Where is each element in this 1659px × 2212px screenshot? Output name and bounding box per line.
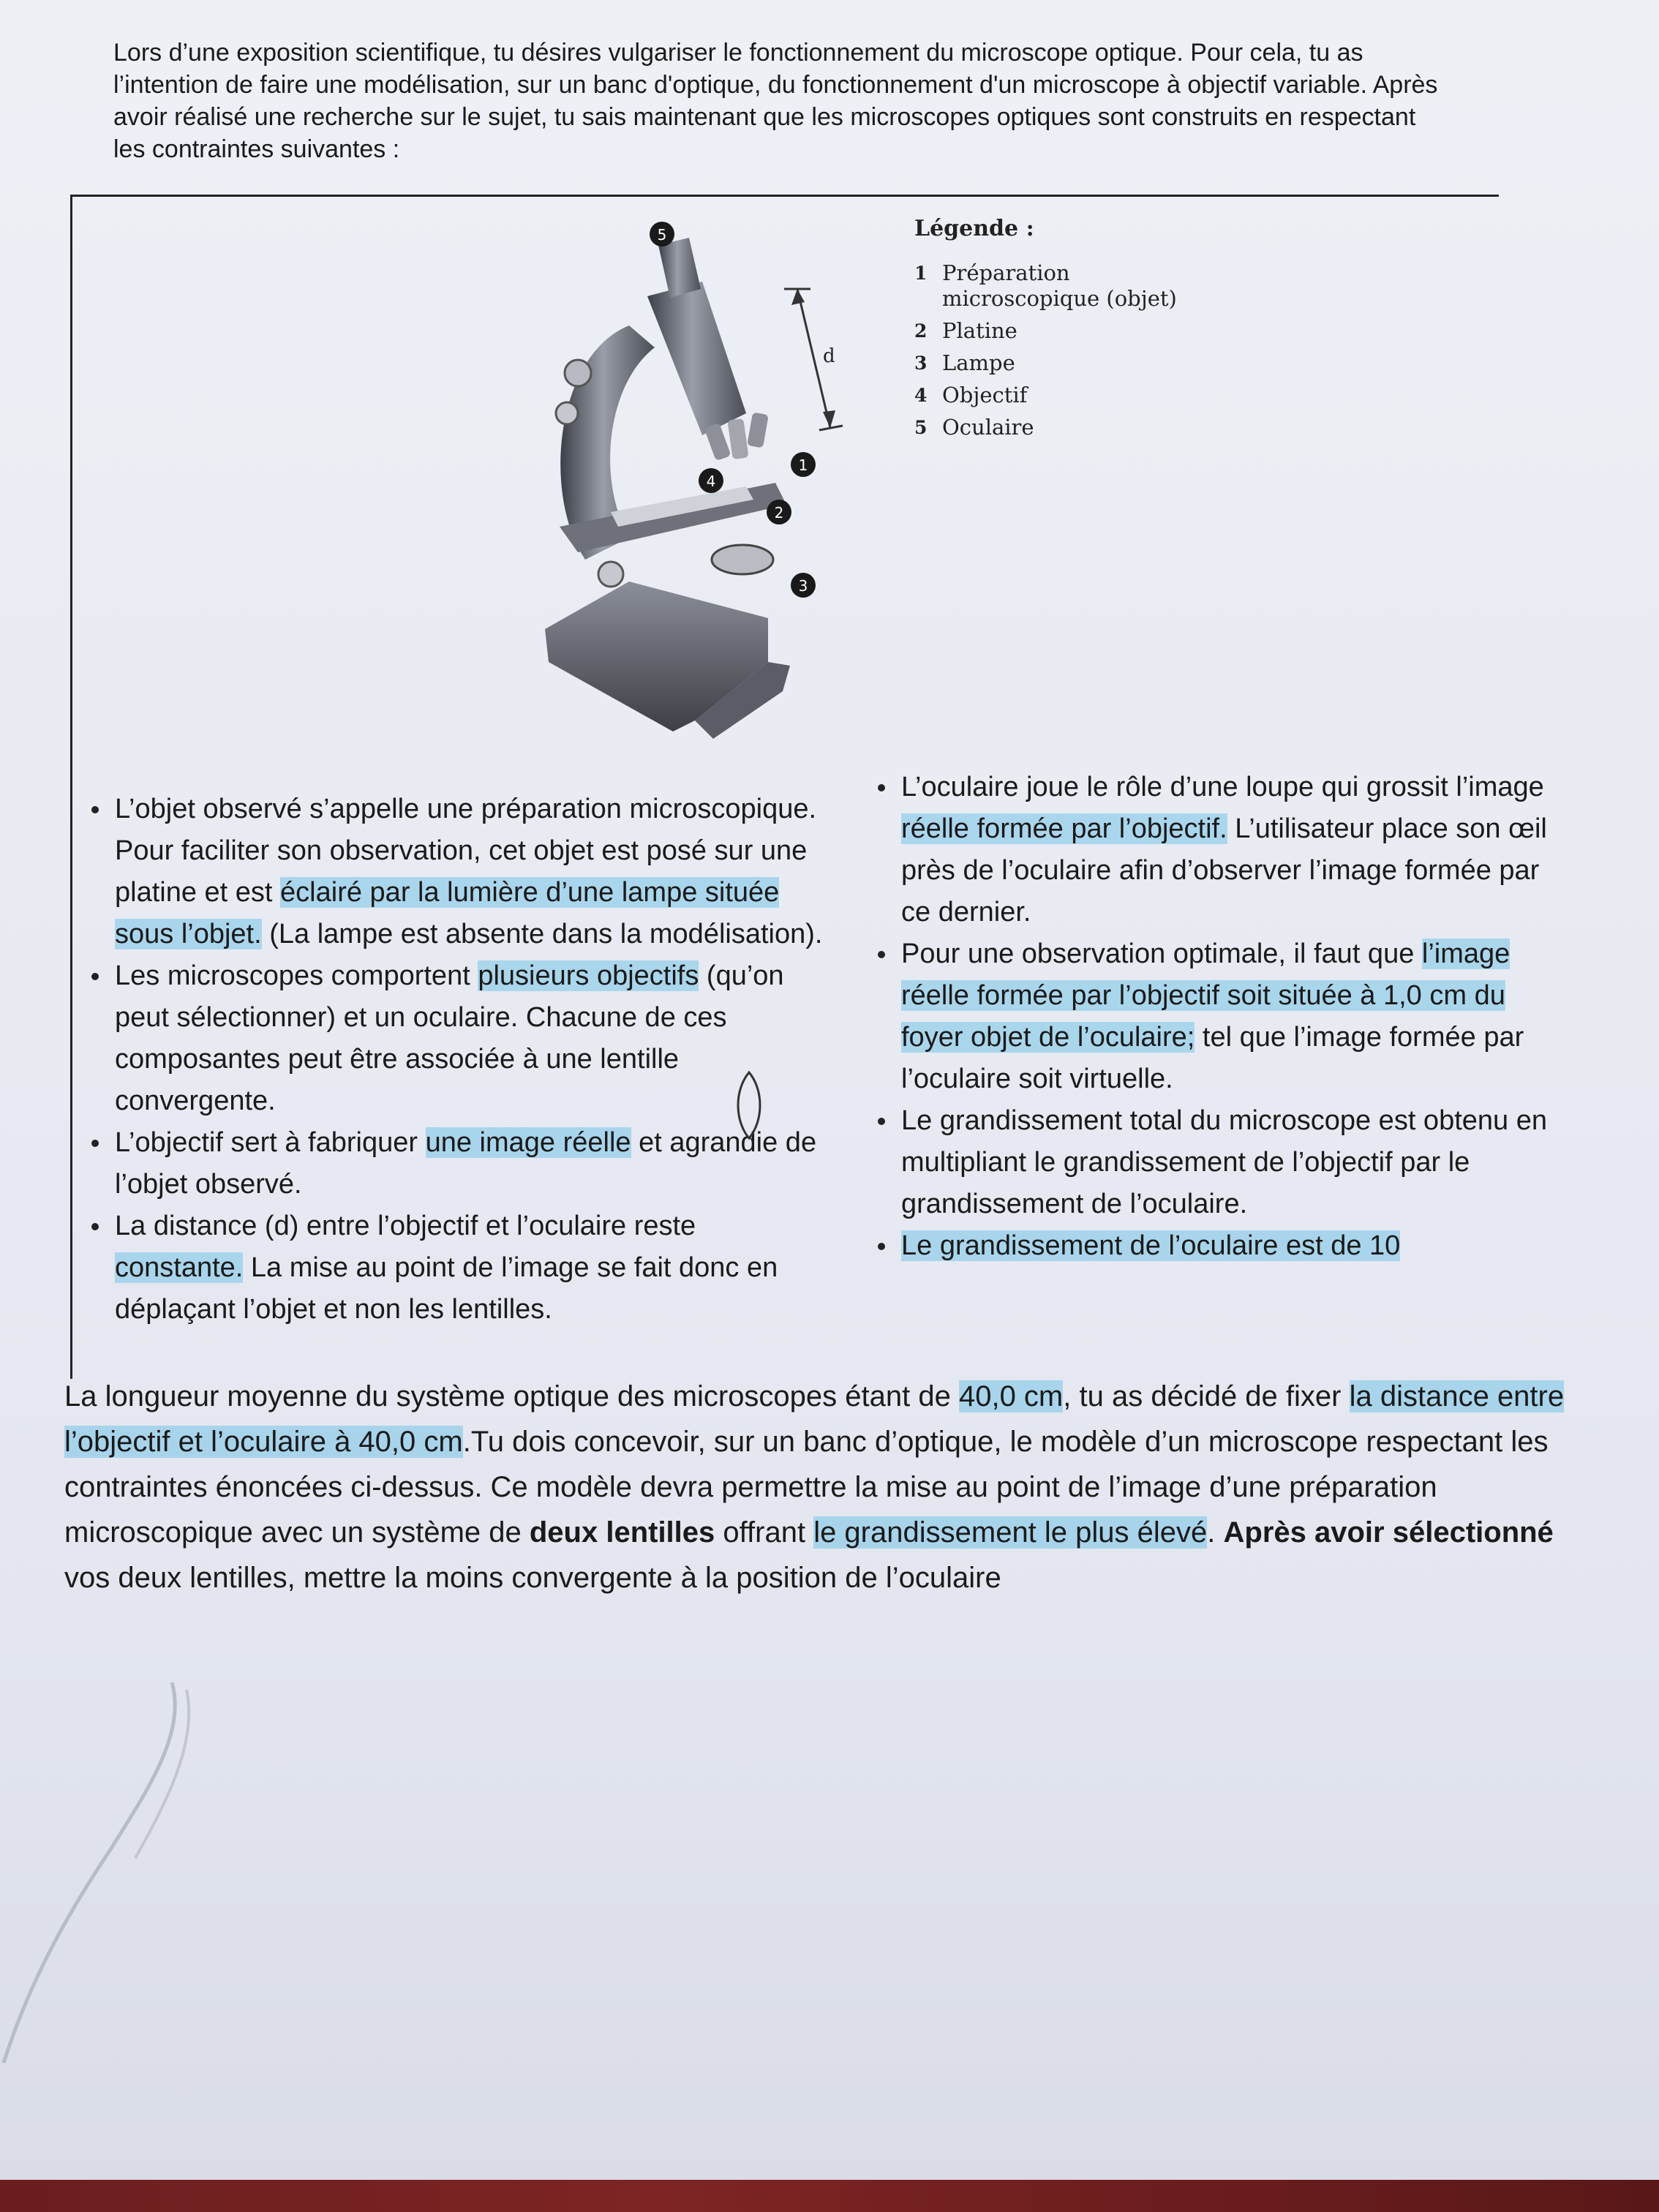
highlighted-text: plusieurs objectifs xyxy=(478,960,699,991)
svg-text:1: 1 xyxy=(798,456,808,474)
constraint-item: L’objet observé s’appelle une préparation microscopique. Pour faciliter son observation, cet objet est posé sur une platine et est éclairé par la lumière d’une lampe située sous l’objet. (La lampe est absente dans la modélisation). xyxy=(84,789,823,955)
highlighted-text: la distance entre l’objectif et l’oculaire à 40,0 cm xyxy=(64,1380,1565,1458)
highlighted-text: Le grandissement de l’oculaire est de 10 xyxy=(901,1230,1401,1261)
legend-label: Objectif xyxy=(942,383,1028,407)
marker-1 xyxy=(791,452,816,477)
highlighted-text: 40,0 cm xyxy=(958,1380,1064,1412)
microscope-lamp xyxy=(712,545,773,574)
distance-d-label: d xyxy=(823,345,835,367)
legend-item xyxy=(914,415,1192,440)
legend-item xyxy=(914,260,1192,312)
legend-item xyxy=(914,383,1192,408)
legend-number: 4 xyxy=(914,385,928,406)
highlighted-text: une image réelle xyxy=(425,1127,631,1158)
marker-3 xyxy=(791,573,816,598)
constraint-item: La distance (d) entre l’objectif et l’oculaire reste constante. La mise au point de l’image se fait donc en déplaçant l’objet et non les lentilles. xyxy=(84,1205,823,1331)
right-constraints-list xyxy=(870,767,1551,1267)
legend-number: 1 xyxy=(914,263,928,284)
bold-text: deux lentilles xyxy=(529,1516,715,1549)
left-constraints-list xyxy=(84,789,823,1331)
marker-4 xyxy=(699,468,723,493)
highlighted-text: le grandissement le plus élevé xyxy=(813,1516,1208,1549)
legend-number: 3 xyxy=(914,353,928,374)
legend-label: Platine xyxy=(942,318,1017,343)
svg-text:5: 5 xyxy=(657,226,667,244)
task-paragraph: La longueur moyenne du système optique des microscopes étant de 40,0 cm, tu as décidé de fixer la distance entre l’objectif et l’oculaire à 40,0 cm.Tu dois concevoir, sur un banc d’optique, le modèle d’un microscope respectant les contraintes énoncées ci-dessus. Ce modèle devra permettre la mise au point de l’image d’une préparation microscopique avec un système de deux lentilles offrant le grandissement le plus élevé. Après avoir sélectionné vos deux lentilles, mettre la moins convergente à la position de l’oculaire xyxy=(64,1380,1565,1594)
intro-paragraph: Lors d’une exposition scientifique, tu désires vulgariser le fonctionnement du microscope optique. Pour cela, tu as l’intention de faire une modélisation, sur un banc d'optique, du fonctionnement d'un microscope à objectif variable. Après avoir réalisé une recherche sur le sujet, tu sais maintenant que les microscopes optiques sont construits en respectant les contraintes suivantes : xyxy=(113,39,1438,163)
constraint-item: Les microscopes comportent plusieurs objectifs (qu’on peut sélectionner) et un oculaire. Chacune de ces composantes peut être associée à une lentille convergente. xyxy=(84,955,823,1122)
pencil-scribble xyxy=(0,1668,219,2077)
legend-number: 2 xyxy=(914,320,928,342)
constraint-item: Le grandissement total du microscope est obtenu en multipliant le grandissement de l’objectif par le grandissement de l’oculaire. xyxy=(870,1100,1551,1225)
bold-text: Après avoir sélectionné xyxy=(1223,1516,1554,1549)
marker-2 xyxy=(767,500,791,524)
constraint-item: L’objectif sert à fabriquer une image réelle et agrandie de l’objet observé. xyxy=(84,1122,823,1205)
highlighted-text: constante. xyxy=(115,1252,244,1283)
highlighted-text: réelle formée par l’objectif. xyxy=(901,813,1227,844)
figure-legend xyxy=(914,216,1192,447)
highlighted-text: éclairé par la lumière d’une lampe située sous l’objet. xyxy=(115,877,780,949)
microscope-eyepiece xyxy=(658,238,701,298)
convergent-lens-icon xyxy=(731,1069,767,1141)
highlighted-text: l’image réelle formée par l’objectif soit située à 1,0 cm du foyer objet de l’oculaire; xyxy=(901,938,1511,1053)
constraint-item: L’oculaire joue le rôle d’une loupe qui grossit l’image réelle formée par l’objectif. L’utilisateur place son œil près de l’oculaire afin d’observer l’image formée par ce dernier. xyxy=(870,767,1551,933)
legend-label: Lampe xyxy=(942,350,1015,375)
marker-5 xyxy=(650,222,674,247)
legend-title: Légende : xyxy=(914,216,1034,241)
legend-item xyxy=(914,318,1192,344)
svg-text:3: 3 xyxy=(798,577,808,595)
constraint-item: Pour une observation optimale, il faut que l’image réelle formée par l’objectif soit située à 1,0 cm du foyer objet de l’oculaire; tel que l’image formée par l’oculaire soit virtuelle. xyxy=(870,933,1551,1100)
constraint-item xyxy=(870,1225,1551,1267)
legend-list xyxy=(914,260,1192,440)
legend-item xyxy=(914,350,1192,376)
table-edge xyxy=(0,2180,1659,2212)
legend-label: Préparation microscopique (objet) xyxy=(942,260,1177,311)
svg-text:4: 4 xyxy=(706,473,716,490)
legend-label: Oculaire xyxy=(942,415,1034,440)
microscope-tube xyxy=(647,282,746,435)
microscope-illustration xyxy=(527,216,856,742)
legend-number: 5 xyxy=(914,417,928,438)
svg-text:2: 2 xyxy=(774,504,784,522)
